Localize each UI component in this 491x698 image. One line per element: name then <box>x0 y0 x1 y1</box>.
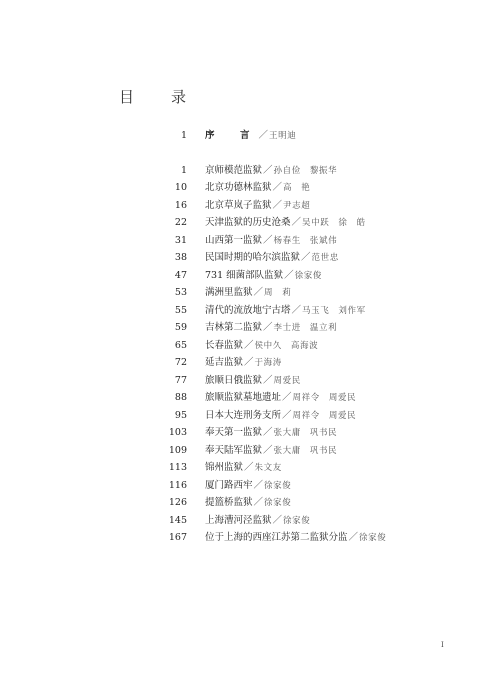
toc-author: 马玉飞 刘作军 <box>302 305 366 316</box>
toc-entry[interactable] <box>150 249 470 267</box>
toc-page-number: 31 <box>174 234 187 246</box>
toc-author: 徐家俊 <box>264 480 292 491</box>
toc-separator: ／ <box>272 514 283 526</box>
toc-author: 周 莉 <box>264 288 292 298</box>
toc-title: 长春监狱 <box>205 339 244 351</box>
toc-page-number: 16 <box>174 199 187 211</box>
toc-separator: ／ <box>282 409 292 421</box>
toc-page-number: 103 <box>168 427 187 438</box>
toc-separator: ／ <box>291 304 302 316</box>
toc-title: 序 言 <box>205 130 258 141</box>
toc-title: 提篮桥监狱 <box>205 497 253 508</box>
toc-page-number: 77 <box>174 374 187 386</box>
toc-author: 周祥令 周爱民 <box>292 410 357 421</box>
toc-title: 日本大连刑务支所 <box>205 409 282 421</box>
toc-entry[interactable] <box>150 319 470 337</box>
toc-title: 位于上海的西座江苏第二监狱分监 <box>205 532 348 543</box>
toc-author: 侯中久 高海波 <box>254 340 319 351</box>
toc-title: 731 细菌部队监狱 <box>205 269 284 281</box>
toc-entry[interactable] <box>150 267 470 285</box>
toc-page-number: 72 <box>174 357 187 368</box>
toc-separator: ／ <box>272 182 283 193</box>
toc-separator: ／ <box>284 269 294 281</box>
toc-entry[interactable] <box>150 512 470 530</box>
toc-author: 尹志超 <box>283 200 311 211</box>
toc-title: 民国时期的哈尔滨监狱 <box>205 252 301 263</box>
toc-separator: ／ <box>263 444 273 456</box>
toc-entry[interactable] <box>150 529 470 547</box>
toc-author: 徐家俊 <box>294 270 322 281</box>
toc-separator: ／ <box>263 374 273 386</box>
toc-author: 张大庸 巩书民 <box>273 428 338 438</box>
toc-separator: ／ <box>263 427 273 438</box>
toc-title: 山西第一监狱 <box>205 234 263 246</box>
toc-page-number: 59 <box>174 322 187 333</box>
toc-page-number: 10 <box>174 182 187 193</box>
toc-page-number: 1 <box>180 164 187 176</box>
toc-entry[interactable] <box>150 477 470 495</box>
toc-entry[interactable] <box>150 284 470 302</box>
page-number: I <box>441 641 444 649</box>
toc-entry[interactable] <box>150 389 470 407</box>
toc-separator: ／ <box>282 392 292 403</box>
toc-separator: ／ <box>244 357 254 368</box>
toc-separator: ／ <box>253 497 264 508</box>
toc-separator: ／ <box>258 130 269 141</box>
toc-page-number: 109 <box>168 444 187 456</box>
toc-entry[interactable] <box>150 232 470 250</box>
toc-title: 旅顺日俄监狱 <box>205 374 263 386</box>
toc-page-number: 22 <box>174 217 187 228</box>
toc-entry[interactable] <box>150 494 470 512</box>
toc-entry[interactable] <box>150 337 470 355</box>
table-of-contents <box>150 127 470 547</box>
toc-author: 于海涛 <box>254 358 282 368</box>
toc-author: 朱文友 <box>254 463 282 473</box>
toc-author: 吴中跃 徐 皓 <box>302 218 366 228</box>
toc-entry[interactable] <box>150 197 470 215</box>
toc-separator: ／ <box>253 287 264 298</box>
toc-separator: ／ <box>301 252 311 263</box>
toc-author: 徐家俊 <box>359 533 387 543</box>
toc-author: 孙自俭 黎振华 <box>273 165 338 176</box>
toc-page-number: 116 <box>168 479 187 491</box>
toc-author: 徐家俊 <box>264 498 292 508</box>
toc-entry[interactable] <box>150 214 470 232</box>
toc-title: 吉林第二监狱 <box>205 322 263 333</box>
toc-page-number: 95 <box>174 409 187 421</box>
toc-separator: ／ <box>263 234 273 246</box>
toc-page-number: 1 <box>180 130 187 141</box>
toc-title: 天津监狱的历史沧桑 <box>205 217 291 228</box>
toc-author: 张大庸 巩书民 <box>273 445 338 456</box>
toc-author: 高 艳 <box>283 183 311 193</box>
toc-separator: ／ <box>263 164 273 176</box>
toc-separator: ／ <box>253 479 264 491</box>
toc-title: 延吉监狱 <box>205 357 244 368</box>
toc-title: 上海漕河泾监狱 <box>205 514 272 526</box>
toc-separator: ／ <box>244 339 254 351</box>
toc-separator: ／ <box>263 322 273 333</box>
toc-entry[interactable] <box>150 372 470 390</box>
toc-title: 京师模范监狱 <box>205 164 263 176</box>
toc-page-number: 113 <box>168 462 187 473</box>
toc-author: 徐家俊 <box>283 515 311 526</box>
toc-title: 锦州监狱 <box>205 462 244 473</box>
toc-separator: ／ <box>244 462 254 473</box>
toc-title: 奉天陆军监狱 <box>205 444 263 456</box>
toc-title: 清代的流放地宁古塔 <box>205 304 291 316</box>
toc-entry[interactable] <box>150 179 470 197</box>
toc-title: 北京功德林监狱 <box>205 182 272 193</box>
toc-page-number: 88 <box>174 392 187 403</box>
toc-title: 北京草岚子监狱 <box>205 199 272 211</box>
toc-title: 满洲里监狱 <box>205 287 253 298</box>
toc-page-number: 65 <box>174 339 187 351</box>
toc-entry[interactable] <box>150 407 470 425</box>
toc-entry[interactable] <box>150 459 470 477</box>
toc-title: 奉天第一监狱 <box>205 427 263 438</box>
toc-entry[interactable] <box>150 424 470 442</box>
toc-page-number: 53 <box>174 287 187 298</box>
toc-entry[interactable] <box>150 162 470 180</box>
toc-page-number: 167 <box>168 532 187 543</box>
toc-entry[interactable] <box>150 302 470 320</box>
toc-entry[interactable] <box>150 354 470 372</box>
toc-page-number: 55 <box>174 304 187 316</box>
toc-title: 旅顺监狱墓地遗址 <box>205 392 282 403</box>
toc-page-number: 145 <box>168 514 187 526</box>
toc-title: 厦门路西牢 <box>205 479 253 491</box>
toc-separator: ／ <box>348 532 359 543</box>
toc-author: 周爱民 <box>273 375 301 386</box>
toc-author: 李士进 温立利 <box>273 323 338 333</box>
page-title: 目 录 <box>119 88 198 106</box>
toc-separator: ／ <box>272 199 283 211</box>
toc-entry[interactable] <box>150 442 470 460</box>
toc-page-number: 38 <box>174 252 187 263</box>
toc-author: 王明迪 <box>269 131 297 141</box>
toc-author: 周祥令 周爱民 <box>292 393 357 403</box>
toc-author: 范世忠 <box>311 253 339 263</box>
toc-separator: ／ <box>291 217 302 228</box>
toc-entry[interactable] <box>150 127 470 145</box>
toc-page-number: 47 <box>174 269 187 281</box>
toc-page-number: 126 <box>168 497 187 508</box>
toc-author: 杨春生 张斌伟 <box>273 235 338 246</box>
